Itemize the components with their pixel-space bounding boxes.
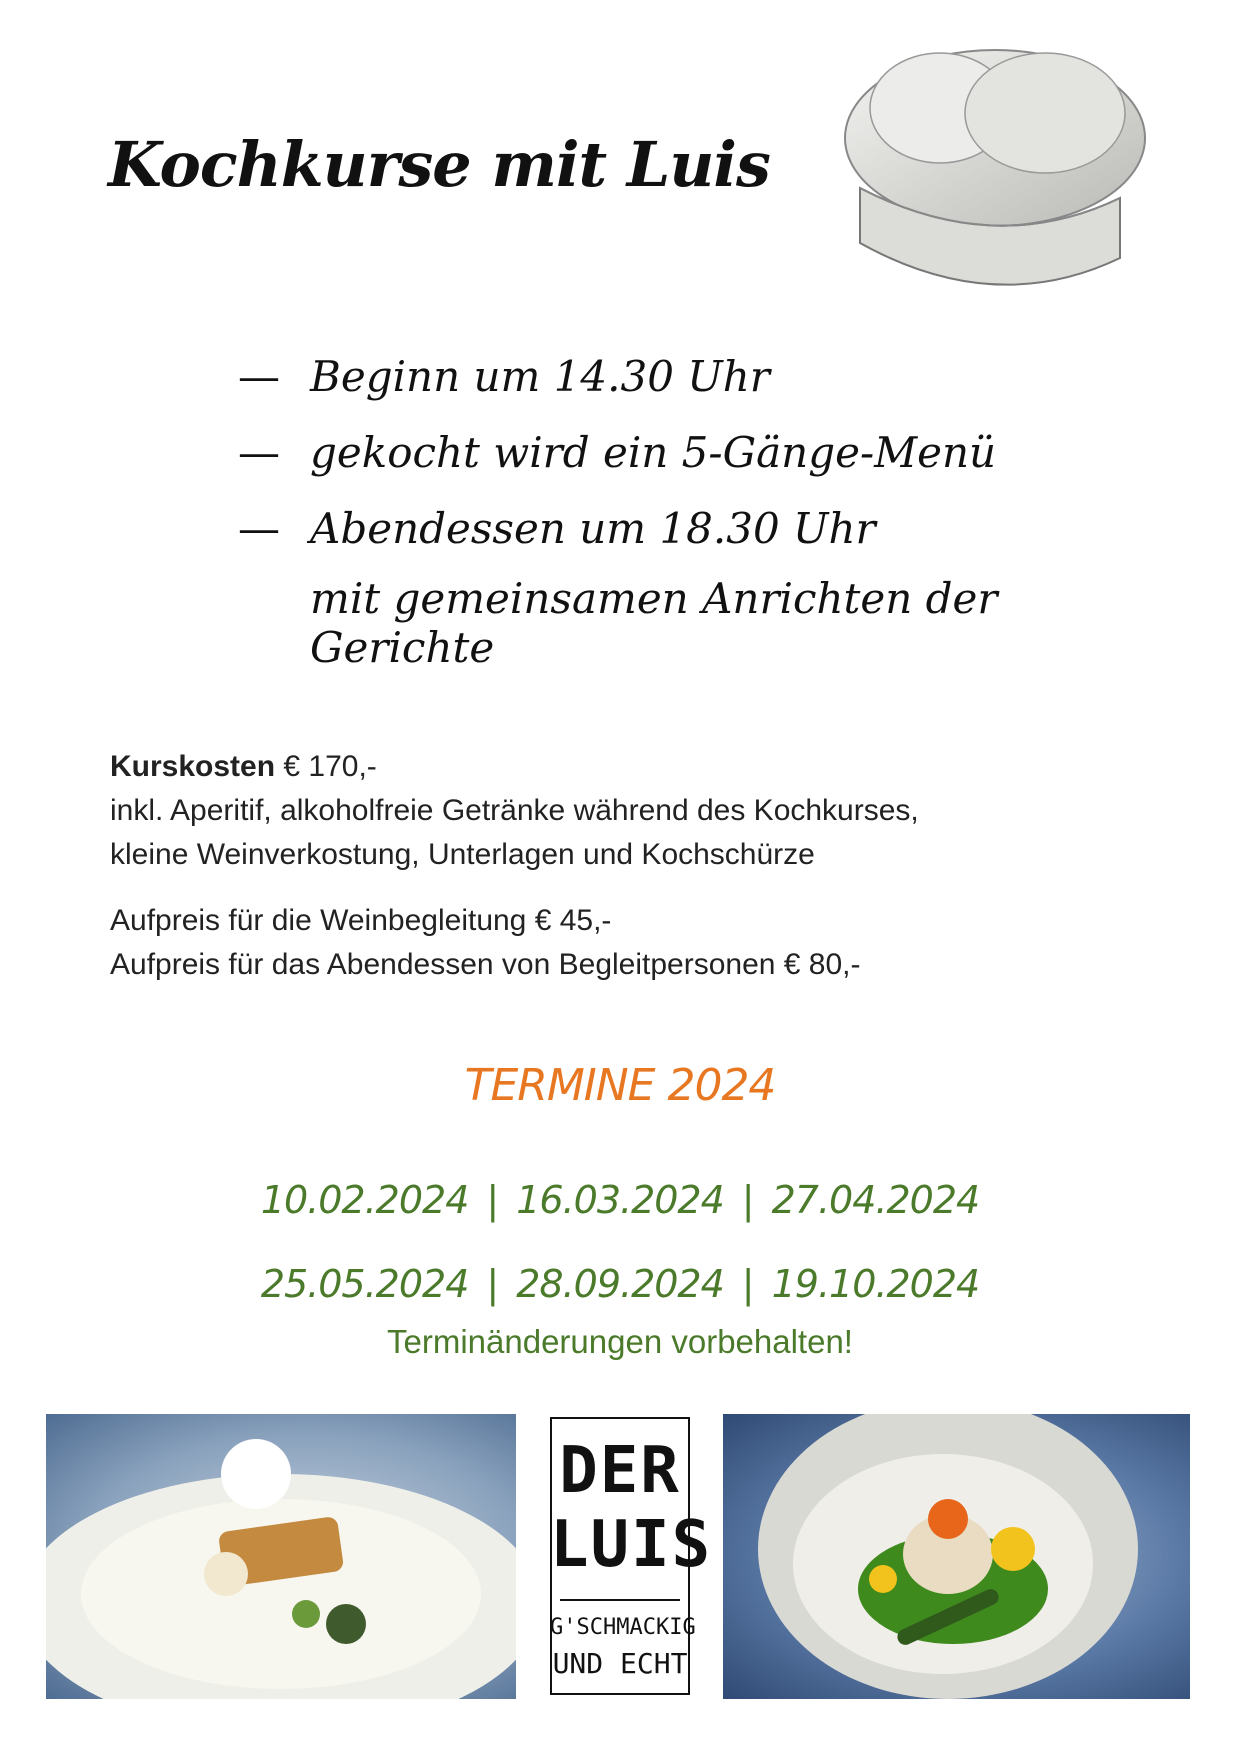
page-title: Kochkurse mit Luis bbox=[108, 128, 770, 201]
cost-line-2: kleine Weinverkostung, Unterlagen und Kochschürze bbox=[110, 838, 815, 871]
cost-label: Kurskosten bbox=[110, 750, 276, 783]
extra-line-2: Aufpreis für das Abendessen von Begleitpersonen € 80,- bbox=[110, 948, 861, 981]
date-item: 27.04.2024 bbox=[771, 1178, 980, 1222]
bullet-continuation: mit gemeinsamen Anrichten der Gerichte bbox=[310, 574, 998, 672]
logo-text-luis: LUIS bbox=[550, 1508, 713, 1582]
logo-tagline-2: UND ECHT bbox=[552, 1647, 688, 1680]
bullet-text: gekocht wird ein 5-Gänge-Menü bbox=[310, 428, 997, 477]
dates-row-1 bbox=[0, 1178, 1240, 1222]
date-item: 28.09.2024 bbox=[516, 1262, 724, 1306]
info-bullets bbox=[238, 352, 1138, 672]
extra-line-1: Aufpreis für die Weinbegleitung € 45,- bbox=[110, 904, 612, 937]
spacer bbox=[110, 877, 919, 899]
termine-heading: TERMINE 2024 bbox=[464, 1060, 776, 1111]
date-item: 25.05.2024 bbox=[260, 1262, 469, 1306]
dash-marker: — bbox=[238, 352, 280, 401]
dash-marker: — bbox=[238, 428, 280, 477]
fish-dish-illustration bbox=[46, 1414, 516, 1699]
chef-hat-icon bbox=[830, 28, 1160, 318]
cost-price: € 170,- bbox=[275, 750, 377, 783]
logo-text-der: DER bbox=[559, 1434, 681, 1508]
date-separator: | bbox=[741, 1178, 754, 1222]
dish-photo-ravioli bbox=[723, 1414, 1190, 1699]
cost-heading bbox=[110, 745, 919, 789]
bullet-item bbox=[238, 428, 1138, 504]
cost-line-1: inkl. Aperitif, alkoholfreie Getränke während des Kochkurses, bbox=[110, 794, 919, 827]
der-luis-logo bbox=[550, 1417, 713, 1695]
bullet-item bbox=[238, 504, 1138, 580]
logo-tagline-1: G'SCHMACKIG bbox=[550, 1615, 696, 1640]
date-item: 19.10.2024 bbox=[771, 1262, 980, 1306]
date-item: 10.02.2024 bbox=[260, 1178, 469, 1222]
bullet-text: Beginn um 14.30 Uhr bbox=[310, 352, 770, 401]
date-separator: | bbox=[486, 1178, 499, 1222]
date-separator: | bbox=[741, 1262, 754, 1306]
date-change-note: Terminänderungen vorbehalten! bbox=[387, 1323, 853, 1360]
cost-info bbox=[110, 745, 919, 987]
bullet-item bbox=[238, 352, 1138, 428]
dates-row-2 bbox=[0, 1262, 1240, 1306]
dish-photo-fish bbox=[46, 1414, 516, 1699]
logo-divider bbox=[560, 1599, 680, 1601]
dash-marker: — bbox=[238, 504, 280, 553]
date-separator: | bbox=[486, 1262, 499, 1306]
date-item: 16.03.2024 bbox=[516, 1178, 724, 1222]
bullet-text: Abendessen um 18.30 Uhr bbox=[310, 504, 876, 553]
ravioli-dish-illustration bbox=[723, 1414, 1190, 1699]
